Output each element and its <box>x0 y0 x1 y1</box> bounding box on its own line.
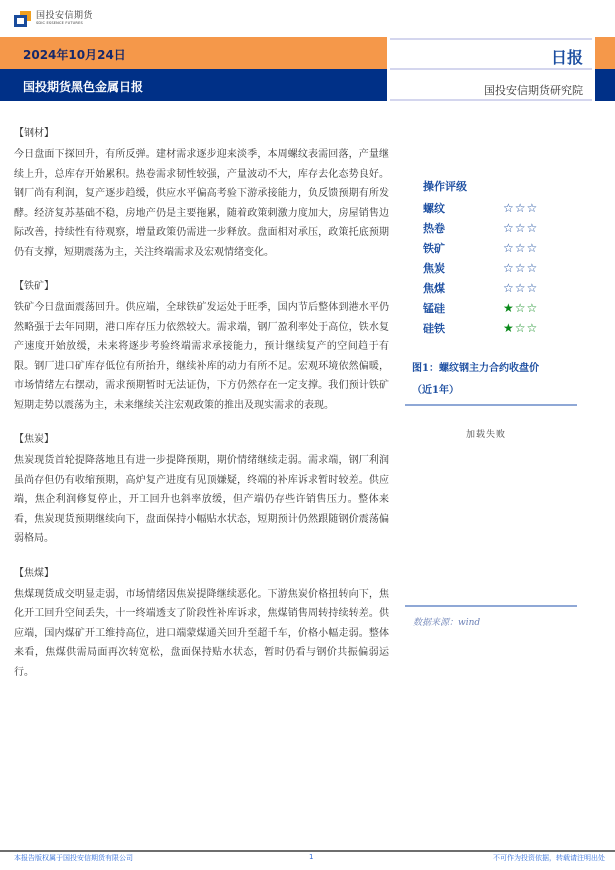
page-number: 1 <box>309 853 314 861</box>
rating-label: 铁矿 <box>423 242 445 255</box>
figure-caption <box>412 358 582 402</box>
report-type: 日报 <box>550 48 583 67</box>
section-title: 【焦煤】 <box>14 567 54 579</box>
section-title: 【焦炭】 <box>14 434 54 445</box>
section-iron-ore <box>14 279 389 415</box>
report-title: 国投期货黑色金属日报 <box>23 80 144 94</box>
star-empty-icon: ☆ <box>503 281 514 295</box>
section-steel <box>14 126 389 262</box>
star-empty-icon: ☆ <box>514 241 526 255</box>
rating-row <box>423 198 595 218</box>
rating-label: 锰硅 <box>423 302 445 315</box>
figure-load-failed-placeholder: 加载失败 <box>466 430 507 440</box>
star-rating <box>503 282 537 294</box>
star-rating <box>503 222 537 234</box>
footer-rule <box>0 850 615 852</box>
figure-caption-line1: 图1：螺纹钢主力合约收盘价 <box>412 363 539 374</box>
star-empty-icon: ☆ <box>503 241 514 255</box>
section-coking-coal <box>14 566 389 683</box>
report-date: 2024年10月24日 <box>23 48 126 62</box>
star-empty-icon: ☆ <box>526 201 538 215</box>
company-logo <box>14 11 93 27</box>
footer-copyright: 本报告版权属于国投安信期货有限公司 <box>14 854 133 862</box>
star-empty-icon: ☆ <box>514 301 526 315</box>
star-rating <box>503 202 537 214</box>
logo-name-en: SDIC ESSENCE FUTURES <box>36 21 83 26</box>
rating-label: 焦煤 <box>423 282 445 295</box>
star-empty-icon: ☆ <box>503 221 514 235</box>
logo-name-cn: 国投安信期货 <box>36 11 94 22</box>
rating-label: 热卷 <box>423 222 445 235</box>
star-empty-icon: ☆ <box>526 281 538 295</box>
figure-top-rule <box>405 404 577 406</box>
star-empty-icon: ☆ <box>526 241 538 255</box>
divider <box>390 38 592 40</box>
section-body: 铁矿今日盘面震荡回升。供应端，全球铁矿发运处于旺季，国内节后整体到港水平仍然略强于去年同期，港口库存压力依然较大。需求端，钢厂盈利率处于高位，铁水复产速度开始放缓，未来将逐步考验终端需求承接能力，预计继续复产的空间趋于有限。钢厂进口矿库存低位有所抬升，继续补库的动力有所不足。宏观环境依然偏暖，市场情绪左右摆动，需求预期暂时无法证伪，下方仍然存在一定支撑。我们预计铁矿短期走势以震荡为主，未来继续关注宏观政策的推出及现实需求的表现。 <box>14 302 389 411</box>
rating-row <box>423 318 595 338</box>
star-empty-icon: ☆ <box>514 201 526 215</box>
star-empty-icon: ☆ <box>526 321 538 335</box>
rating-label: 螺纹 <box>423 202 445 215</box>
star-rating <box>503 242 537 254</box>
star-filled-icon: ★ <box>503 321 514 335</box>
header-panel <box>387 37 595 101</box>
star-empty-icon: ☆ <box>514 261 526 275</box>
star-empty-icon: ☆ <box>526 261 538 275</box>
star-empty-icon: ☆ <box>526 301 538 315</box>
rating-row <box>423 238 595 258</box>
star-empty-icon: ☆ <box>514 281 526 295</box>
star-rating <box>503 262 537 274</box>
star-empty-icon: ☆ <box>526 221 538 235</box>
star-filled-icon: ★ <box>503 301 514 315</box>
rating-row <box>423 258 595 278</box>
star-empty-icon: ☆ <box>503 201 514 215</box>
institute-name: 国投安信期货研究院 <box>484 84 583 97</box>
rating-label: 焦炭 <box>423 262 445 275</box>
figure-bottom-rule <box>405 605 577 607</box>
star-empty-icon: ☆ <box>514 321 526 335</box>
rating-row <box>423 278 595 298</box>
star-rating <box>503 302 537 314</box>
section-body: 焦炭现货首轮提降落地且有进一步提降预期，期价情绪继续走弱。需求端，钢厂利润虽尚存但仍有收缩预期，高炉复产进度有见顶嫌疑，终端的补库诉求暂时较差。供应端，焦企利润修复停止，开工回升也斜率放缓，但产端仍存些许销售压力。整体来看，焦炭现货预期继续向下，盘面保持小幅贴水状态，短期预计仍然跟随钢价震荡偏弱格局。 <box>14 455 389 544</box>
footer-disclaimer: 不可作为投资依据，转载请注明出处 <box>493 854 605 862</box>
main-content <box>14 126 389 699</box>
star-empty-icon: ☆ <box>503 261 514 275</box>
section-title: 【钢材】 <box>14 128 54 139</box>
figure-source: 数据来源：wind <box>413 618 481 628</box>
rating-row <box>423 298 595 318</box>
divider <box>390 99 592 101</box>
rating-title: 操作评级 <box>423 180 467 193</box>
section-coke <box>14 432 389 549</box>
logo-mark-icon <box>14 11 31 27</box>
section-title: 【铁矿】 <box>14 281 54 292</box>
divider <box>390 68 592 70</box>
figure-caption-line2: （近1年） <box>412 385 459 396</box>
star-empty-icon: ☆ <box>514 221 526 235</box>
rating-row <box>423 218 595 238</box>
section-body: 焦煤现货成交明显走弱，市场情绪因焦炭提降继续恶化。下游焦炭价格扭转向下，焦化开工回升空间丢失，十一终端透支了阶段性补库诉求，焦煤销售周转持续转差。供应端，国内煤矿开工维持高位，进口端蒙煤通关回升至超千车，价格小幅走弱。整体来看，焦煤供需局面再次转宽松，盘面保持贴水状态，暂时仍看与钢价共振偏弱运行。 <box>14 588 389 678</box>
star-rating <box>503 322 537 334</box>
rating-panel <box>405 178 595 338</box>
rating-label: 硅铁 <box>423 322 445 335</box>
section-body: 今日盘面下探回升，有所反弹。建材需求逐步迎来淡季，本周螺纹表需回落，产量继续上升，总库存开始累积。热卷需求韧性较强，产量波动不大，库存去化态势良好。钢厂尚有利润，复产逐步趋缓，供应水平偏高考验下游承接能力，负反馈预期有所发酵。经济复苏基础不稳，房地产仍是主要拖累，随着政策刺激力度加大，房屋销售边际改善，持续性有待观察，增量政策仍需进一步释放。盘面相对承压，政策托底预期仍有支撑，短期震荡为主，关注终端需求及宏观情绪变化。 <box>14 149 389 258</box>
